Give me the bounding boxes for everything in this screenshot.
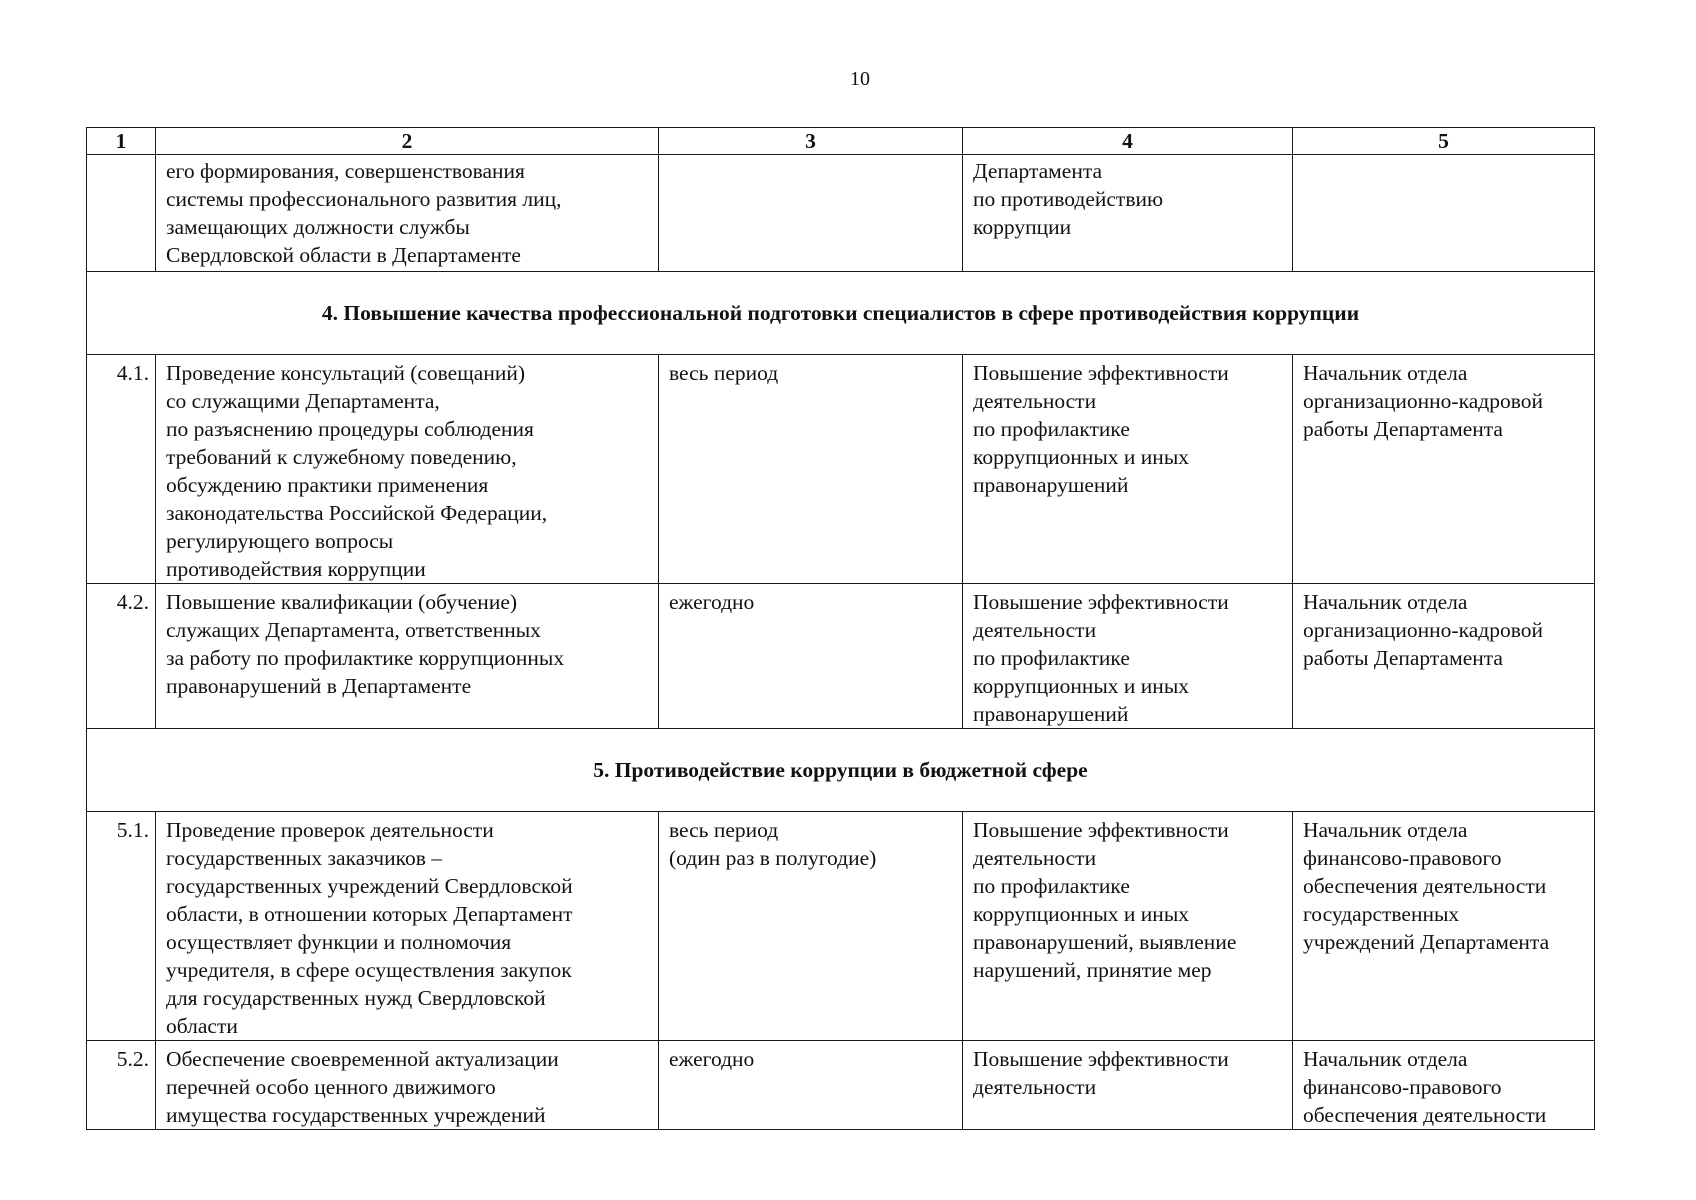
result-cell: Повышение эффективности деятельности — [963, 1041, 1293, 1130]
responsible-cell: Начальник отдела организационно-кадровой работы Департамента — [1293, 584, 1595, 729]
header-row — [87, 128, 1595, 155]
row-number: 5.2. — [87, 1041, 156, 1130]
row-number: 4.2. — [87, 584, 156, 729]
result-cell: Повышение эффективности деятельности по профилактике коррупционных и иных правонарушений — [963, 584, 1293, 729]
result-cell: Повышение эффективности деятельности по профилактике коррупционных и иных правонарушений, выявление нарушений, принятие мер — [963, 812, 1293, 1041]
row-number — [87, 155, 156, 272]
term-cell: весь период — [659, 355, 963, 584]
table-row-4-2 — [87, 584, 1595, 729]
measures-table — [86, 127, 1595, 1130]
section-4-title: 4. Повышение качества профессиональной подготовки специалистов в сфере противодействия коррупции — [87, 272, 1595, 355]
result-cell: Повышение эффективности деятельности по профилактике коррупционных и иных правонарушений — [963, 355, 1293, 584]
table-row-continuation — [87, 155, 1595, 272]
responsible-cell: Начальник отдела финансово-правового обеспечения деятельности государственных учреждений Департамента — [1293, 812, 1595, 1041]
column-header-1: 1 — [87, 128, 156, 155]
term-cell: весь период (один раз в полугодие) — [659, 812, 963, 1041]
measure-cell: Проведение консультаций (совещаний) со служащими Департамента, по разъяснению процедуры соблюдения требований к служебному поведению, обсуждению практики применения законодательства Российской Федерации, регулирующего вопросы противодействия коррупции — [156, 355, 659, 584]
column-header-3: 3 — [659, 128, 963, 155]
column-header-2: 2 — [156, 128, 659, 155]
responsible-cell — [1293, 155, 1595, 272]
measure-cell: Обеспечение своевременной актуализации перечней особо ценного движимого имущества государственных учреждений — [156, 1041, 659, 1130]
table-row-5-2 — [87, 1041, 1595, 1130]
result-cell: Департамента по противодействию коррупции — [963, 155, 1293, 272]
responsible-cell: Начальник отдела организационно-кадровой работы Департамента — [1293, 355, 1595, 584]
row-number: 4.1. — [87, 355, 156, 584]
term-cell: ежегодно — [659, 584, 963, 729]
responsible-cell: Начальник отдела финансово-правового обеспечения деятельности — [1293, 1041, 1595, 1130]
term-cell — [659, 155, 963, 272]
section-heading-row — [87, 729, 1595, 812]
section-heading-row — [87, 272, 1595, 355]
column-header-4: 4 — [963, 128, 1293, 155]
measure-cell: его формирования, совершенствования системы профессионального развития лиц, замещающих должности службы Свердловской области в Департаменте — [156, 155, 659, 272]
measure-cell: Проведение проверок деятельности государственных заказчиков – государственных учреждений Свердловской области, в отношении которых Департамент осуществляет функции и полномочия учредителя, в сфере осуществления закупок для государственных нужд Свердловской области — [156, 812, 659, 1041]
table-row-5-1 — [87, 812, 1595, 1041]
term-cell: ежегодно — [659, 1041, 963, 1130]
page-number: 10 — [850, 68, 870, 90]
measure-cell: Повышение квалификации (обучение) служащих Департамента, ответственных за работу по профилактике коррупционных правонарушений в Департаменте — [156, 584, 659, 729]
column-header-5: 5 — [1293, 128, 1595, 155]
section-5-title: 5. Противодействие коррупции в бюджетной сфере — [87, 729, 1595, 812]
row-number: 5.1. — [87, 812, 156, 1041]
table-row-4-1 — [87, 355, 1595, 584]
